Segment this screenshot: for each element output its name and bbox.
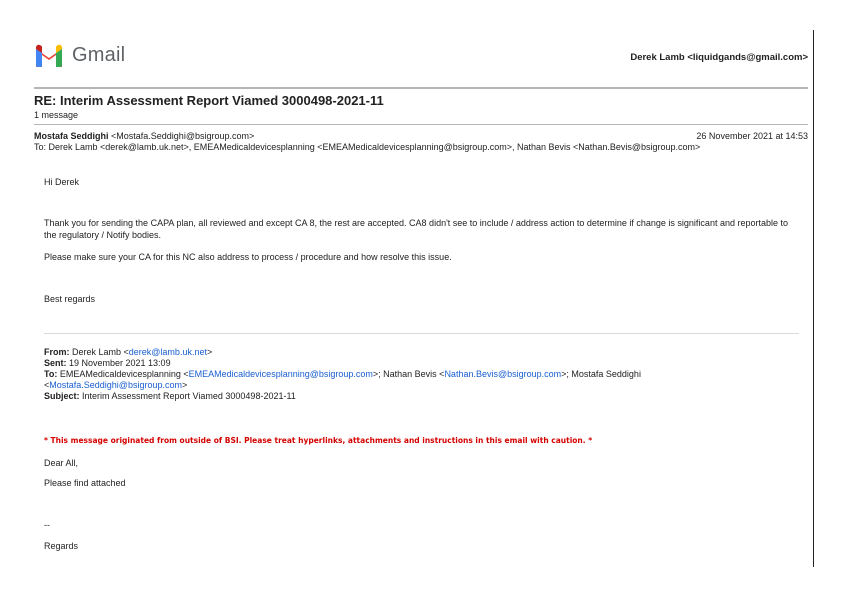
sent-value: 19 November 2021 13:09 xyxy=(66,358,171,368)
paragraph-1: Thank you for sending the CAPA plan, all reviewed and except CA 8, the rest are accepted. CA8 didn't see to include / address action to determine if change is significant and reportable to the regulatory / Notify bodies. xyxy=(44,218,788,240)
paragraph-2: Please make sure your CA for this NC also address to process / procedure and how resolve this issue. xyxy=(44,252,452,262)
from-email-link[interactable]: derek@lamb.uk.net xyxy=(128,347,207,357)
subject-divider xyxy=(34,124,808,125)
subject-value: Interim Assessment Report Viamed 3000498-2021-11 xyxy=(79,391,296,401)
quoted-sent xyxy=(44,358,799,369)
to-label: To: xyxy=(44,369,58,379)
to-email-link-3[interactable]: Mostafa.Seddighi@bsigroup.com xyxy=(49,380,182,390)
sender-name: Mostafa Seddighi xyxy=(34,131,109,141)
gmail-logo xyxy=(34,44,125,67)
external-warning: * This message originated from outside of BSI. Please treat hyperlinks, attachments and instructions in this email with caution. * xyxy=(44,436,593,445)
subject-label: Subject: xyxy=(44,391,80,401)
recipients: To: Derek Lamb <derek@lamb.uk.net>, EMEAMedicaldevicesplanning <EMEAMedicaldevicesplanning@bsigroup.com>, Nathan Bevis <Nathan.Bevis@bsigroup.com> xyxy=(34,142,701,152)
quoted-from xyxy=(44,347,799,358)
account-label: Derek Lamb <liquidgands@gmail.com> xyxy=(630,52,808,63)
to-cont-end: > xyxy=(181,380,188,390)
page-edge xyxy=(813,30,814,567)
to-mid: >; Nathan Bevis < xyxy=(372,369,445,379)
sender xyxy=(34,131,254,142)
greeting: Hi Derek xyxy=(44,177,80,187)
quoted-subject xyxy=(44,391,799,402)
quoted-line-1: Please find attached xyxy=(44,478,126,488)
to-email-link-1[interactable]: EMEAMedicaldevicesplanning@bsigroup.com xyxy=(188,369,373,379)
from-name: Derek Lamb < xyxy=(69,347,129,357)
quoted-divider xyxy=(44,333,799,334)
quoted-greeting: Dear All, xyxy=(44,458,79,468)
message-count: 1 message xyxy=(34,110,79,120)
quoted-regards: Regards xyxy=(44,541,79,551)
message-date: 26 November 2021 at 14:53 xyxy=(696,131,808,141)
to-mid-2: >; Mostafa Seddighi xyxy=(561,369,641,379)
thread-subject: RE: Interim Assessment Report Viamed 3000498-2021-11 xyxy=(34,93,384,108)
to-cont-start: < xyxy=(44,380,50,390)
from-label: From: xyxy=(44,347,70,357)
header-divider xyxy=(34,87,808,89)
signature-dash: -- xyxy=(44,520,50,530)
message-header xyxy=(34,131,808,142)
from-end: > xyxy=(206,347,213,357)
to-email-link-2[interactable]: Nathan.Bevis@bsigroup.com xyxy=(444,369,562,379)
quoted-to-continued xyxy=(44,380,799,391)
sent-label: Sent: xyxy=(44,358,67,368)
gmail-m-icon xyxy=(34,44,64,67)
to-name-1: EMEAMedicaldevicesplanning < xyxy=(57,369,189,379)
gmail-wordmark: Gmail xyxy=(72,44,126,66)
quoted-to xyxy=(44,369,799,380)
sender-email: <Mostafa.Seddighi@bsigroup.com> xyxy=(108,131,255,141)
closing: Best regards xyxy=(44,294,96,304)
